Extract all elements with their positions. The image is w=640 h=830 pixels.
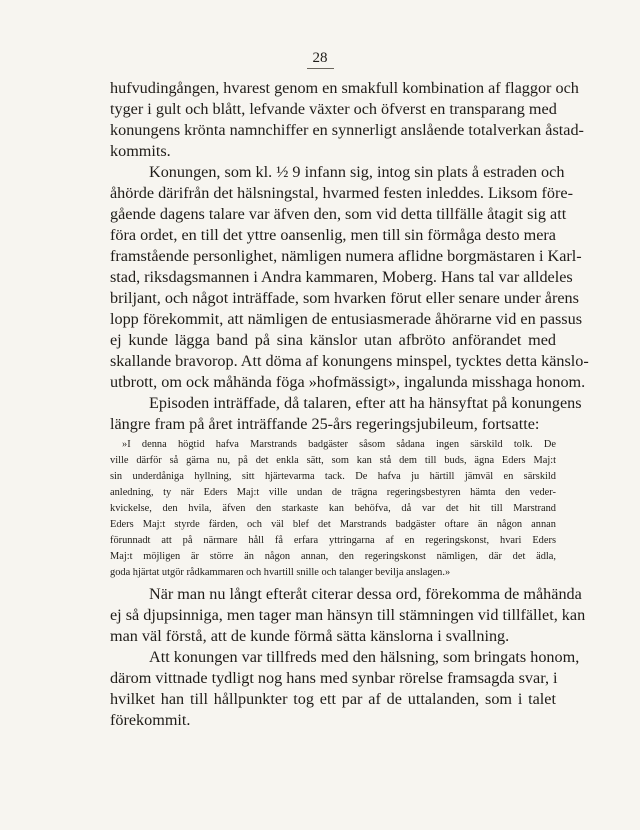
quote-line: anledning, ty när Eders Maj:t ville undan de trägna regeringsbestyren hämta den veder- — [110, 487, 556, 498]
text-line: kommits. — [110, 142, 171, 160]
text-line: man väl förstå, att de kunde förmå sätta känslorna i svallning. — [110, 627, 510, 645]
quote-line: Eders Maj:t styrde färden, och väl blef det Marstrands badgäster oftare än någon annan — [110, 519, 556, 530]
text-line: förekommit. — [110, 711, 191, 729]
text-line: Episoden inträffade, då talaren, efter att ha hänsyftat på konungens — [149, 394, 582, 412]
quote-line: Maj:t möjligen är större än någon annan, den regeringskonst nämligen, där det ädla, — [110, 551, 556, 562]
text-line: briljant, och något inträffade, som hvarken förut eller senare under årens — [110, 289, 579, 307]
text-line: hufvudingången, hvarest genom en smakfull kombination af flaggor och — [110, 79, 579, 97]
page-number: 28 — [0, 50, 640, 69]
text-line: ej så djupsinniga, men tager man hänsyn till stämningen vid tillfället, kan — [110, 606, 586, 624]
text-line: konungens krönta namnchiffer en synnerligt anslående totalverkan åstad- — [110, 121, 584, 139]
quote-line: kvickelse, den hvila, äfven den starkaste kan behöfva, då var det hit till Marstrand — [110, 503, 556, 514]
text-line: därom vittnade tydligt nog hans med synbar rörelse framsagda svar, i — [110, 669, 558, 687]
text-line: stad, riksdagsmannen i Andra kammaren, Moberg. Hans tal var alldeles — [110, 268, 573, 286]
text-line: föra ordet, en till det yttre oansenlig, men till sin förmåga desto mera — [110, 226, 556, 244]
quote-line: förunnadt att på närmare håll få erfara yttringarna af en regeringskonst, hvari Eders — [110, 535, 556, 546]
text-line: längre fram på året inträffande 25-års regeringsjubileum, fortsatte: — [110, 415, 540, 433]
text-line: hvilket han till hållpunkter tog ett par af de uttalanden, som i talet — [110, 690, 556, 708]
quote-line: goda hjärtat utgör rådkammaren och hvartill snille och talanger bevilja anslagen.» — [110, 567, 451, 578]
quote-line: »I denna högtid hafva Marstrands badgäster såsom sådana ingen särskild tolk. De — [122, 439, 556, 450]
text-line: Att konungen var tillfreds med den hälsning, som bringats honom, — [149, 648, 580, 666]
text-line: gående dagens talare var äfven den, som vid detta tillfälle åtagit sig att — [110, 205, 567, 223]
text-line: åhörde därifrån det hälsningstal, hvarmed festen inleddes. Liksom före- — [110, 184, 573, 202]
text-line: ej kunde lägga band på sina känslor utan afbröto anförandet med — [110, 331, 556, 349]
text-line: Konungen, som kl. ½ 9 infann sig, intog sin plats å estraden och — [149, 163, 565, 181]
text-line: utbrott, om ock måhända föga »hofmässigt», ingalunda misshaga honom. — [110, 373, 586, 391]
quote-line: ville därför så gärna nu, på det enkla sätt, som kan stå dem till buds, ägna Eders Maj:t — [110, 455, 556, 466]
quote-line: sin underdåniga hyllning, sitt hjärtevarma tack. De hafva ju härtill jämväl en särskild — [110, 471, 556, 482]
text-line: framstående personlighet, nämligen numera aflidne borgmästaren i Karl- — [110, 247, 582, 265]
text-line: skallande bravorop. Att döma af konungens minspel, tycktes detta känslo- — [110, 352, 589, 370]
text-line: tyger i gult och blått, lefvande växter och öfverst en transparang med — [110, 100, 557, 118]
text-line: När man nu långt efteråt citerar dessa ord, förekomma de måhända — [149, 585, 582, 603]
text-line: lopp förekommit, att nämligen de entusiasmerade åhörarne vid en passus — [110, 310, 582, 328]
